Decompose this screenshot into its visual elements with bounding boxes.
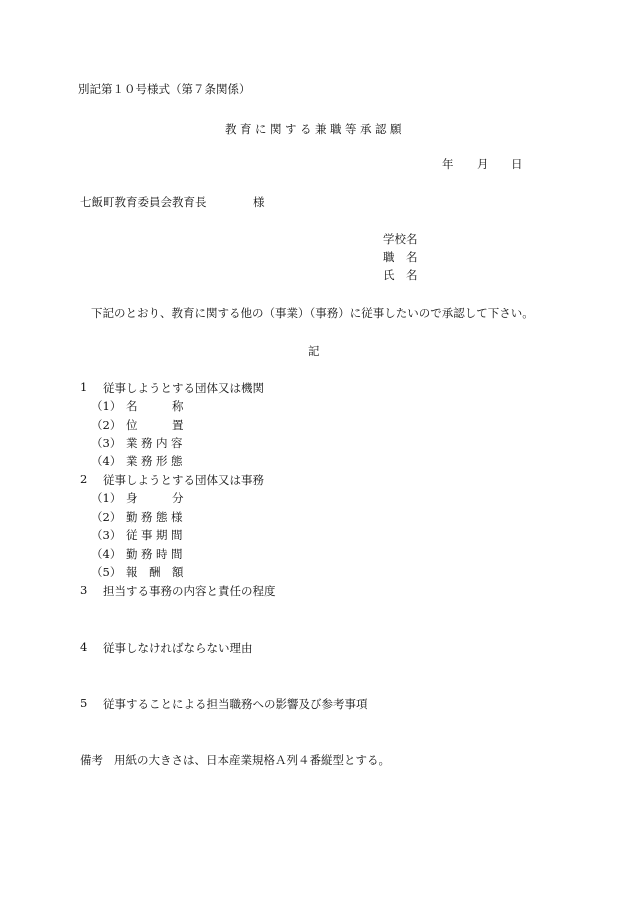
applicant-school-label: 学校名 [383, 232, 418, 246]
ki-mark: 記 [308, 344, 320, 358]
item-label-m: 酬 [149, 565, 161, 579]
item-label-b: 称 [172, 399, 184, 413]
item-label: 勤務態様 [126, 510, 186, 524]
document-title: 教育に関する兼職等承認願 [225, 122, 405, 136]
addressee-name: 七飯町教育委員会教育長 [80, 195, 207, 209]
item-number: （3） [91, 436, 122, 450]
item-label-b: 分 [172, 491, 184, 505]
item-number: （4） [91, 454, 122, 468]
section-4-number: 4 [80, 640, 88, 654]
item-label-a: 名 [126, 399, 138, 413]
section-3-label: 担当する事務の内容と責任の程度 [103, 584, 276, 598]
item-number: （3） [91, 528, 122, 542]
item-label: 業務内容 [126, 436, 186, 450]
item-label: 従事期間 [126, 528, 186, 542]
request-text: 下記のとおり、教育に関する他の（事業）（事務）に従事したいので承認して下さい。 [91, 306, 534, 320]
date-month: 月 [477, 157, 489, 171]
applicant-position-label-a: 職 [383, 250, 395, 264]
remarks-label: 備考 [80, 753, 103, 767]
section-3-number: 3 [80, 583, 88, 597]
item-label-a: 報 [126, 565, 138, 579]
item-number: （2） [91, 510, 122, 524]
item-number: （2） [91, 418, 122, 432]
item-label-b: 置 [172, 418, 184, 432]
form-label: 別記第１０号様式（第７条関係） [78, 82, 251, 96]
date-year: 年 [442, 157, 454, 171]
item-label-b: 額 [172, 565, 184, 579]
applicant-name-label-b: 名 [406, 268, 418, 282]
applicant-position-label-b: 名 [406, 250, 418, 264]
item-label: 業務形態 [126, 454, 186, 468]
item-label-a: 位 [126, 418, 138, 432]
addressee-honorific: 様 [253, 195, 265, 209]
item-number: （1） [91, 491, 122, 505]
remarks-text: 用紙の大きさは、日本産業規格Ａ列４番縦型とする。 [114, 753, 390, 767]
item-number: （1） [91, 399, 122, 413]
item-number: （5） [91, 565, 122, 579]
applicant-name-label-a: 氏 [383, 268, 395, 282]
date-day: 日 [511, 157, 523, 171]
section-1-label: 従事しようとする団体又は機関 [103, 381, 264, 395]
section-2-label: 従事しようとする団体又は事務 [103, 473, 264, 487]
section-1-number: 1 [80, 380, 88, 394]
item-label-a: 身 [126, 491, 138, 505]
section-2-number: 2 [80, 472, 88, 486]
section-5-number: 5 [80, 696, 88, 710]
section-5-label: 従事することによる担当職務への影響及び参考事項 [103, 697, 368, 711]
item-label: 勤務時間 [126, 547, 186, 561]
section-4-label: 従事しなければならない理由 [103, 641, 253, 655]
item-number: （4） [91, 547, 122, 561]
